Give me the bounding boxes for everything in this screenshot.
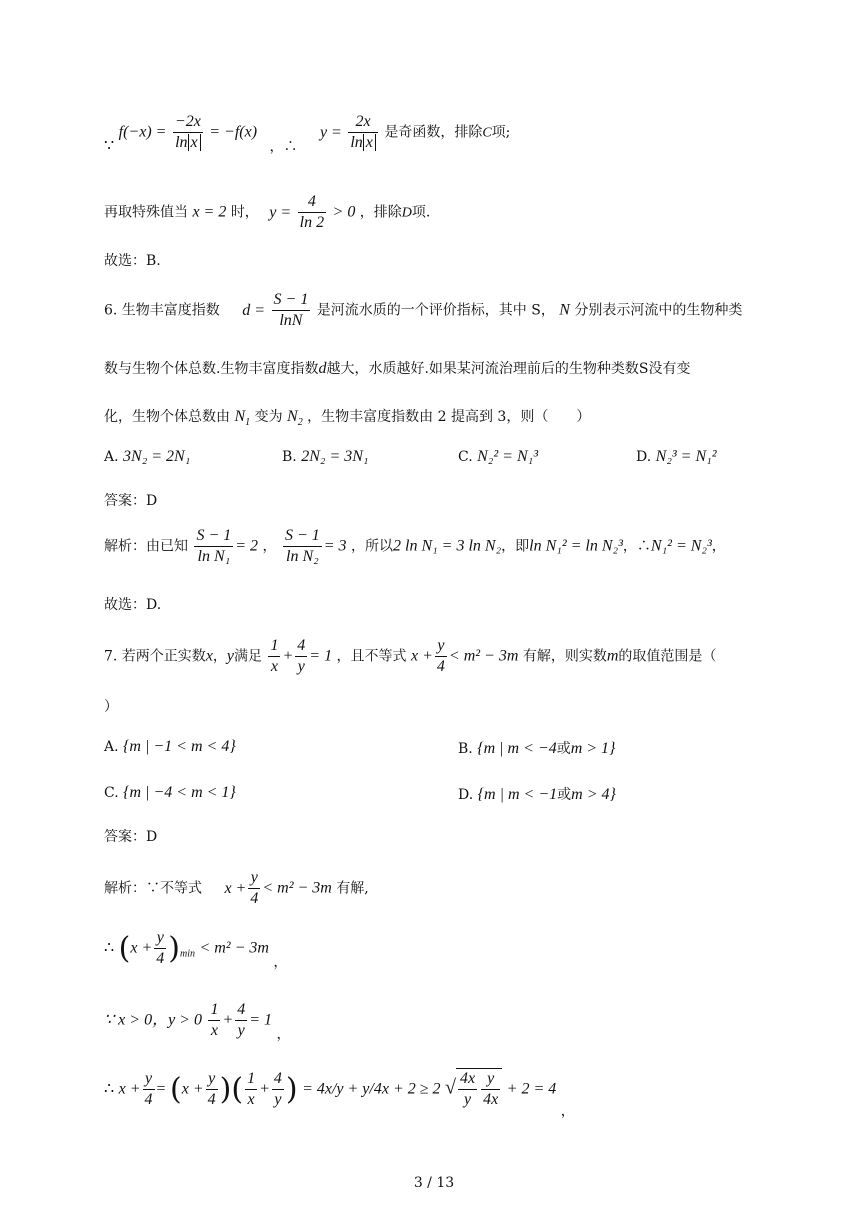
solution-7-line3: ∵ x > 0，y > 0 $\frac{1}{x}$ + $\frac{4}{y}$ = 1 ， <box>104 1001 291 1043</box>
expr-eq-neg-f: = −f(x) <box>209 123 258 141</box>
option-d-label: D <box>401 205 412 221</box>
frac-y-4: $\frac{y}{4}$ <box>436 637 445 675</box>
line-special-value <box>104 192 430 233</box>
special-value-text: 再取特殊值当 <box>104 204 188 221</box>
frac-2x: $\frac{2x}{\text{ln x}}$ <box>348 112 378 153</box>
choose-d-6: 故选：D. <box>104 597 162 613</box>
q7-option-b[interactable]: B. {m | m < −4或m > 1} <box>458 740 616 757</box>
q6-line1: 6. 生物丰富度指数 d = $\frac{S - 1}{\ln N}$ 是河流水质的一个评价指标，其中 S， N 分别表示河流中的生物种类 <box>104 291 743 329</box>
q6-n: N <box>559 301 570 319</box>
frac-1-x: $\frac{1}{x}$ <box>270 637 279 675</box>
page-number: 3 / 13 <box>413 1175 455 1191</box>
q6-option-b[interactable]: B. 2N₂ = 3N₁ <box>282 448 369 465</box>
expr-x-eq-2: x = 2 <box>192 203 227 221</box>
q6-line2: 数与生物个体总数.生物丰富度指数d越大，水质越好.如果某河流治理前后的生物种类数S没有变 <box>104 360 691 377</box>
solution-7-line1: 解析：∵不等式 x + $\frac{y}{4}$ < m² − 3m 有解, <box>104 869 369 907</box>
frac-4-ln2: $\frac{4}{\ln 2}$ <box>299 193 325 231</box>
therefore-text: ，∴ <box>269 138 298 155</box>
odd-function-text: 是奇函数，排除 <box>384 124 483 141</box>
answer-7: 答案：D <box>104 829 158 845</box>
q6-option-c[interactable]: C. N₂² = N₁³ <box>458 448 538 465</box>
q6-tail: 分别表示河流中的生物种类 <box>574 302 743 319</box>
q6-option-a[interactable]: A. 3N₂ = 2N₁ <box>104 448 191 465</box>
q7-option-a[interactable]: A. {m | −1 < m < 4} <box>104 738 236 755</box>
q6-option-d[interactable]: D. N₂³ = N₁² <box>636 448 717 465</box>
expr-y-eq-2: y = <box>269 203 292 221</box>
q6-prefix: 6. 生物丰富度指数 <box>104 302 220 319</box>
item-text-2: 项. <box>411 204 431 221</box>
expr-d-eq: d = <box>242 301 266 319</box>
frac-lnN2: $\frac{S - 1}{\text{ln N₂}}$ <box>284 527 320 565</box>
solution-7-line4: ∴ x + $\frac{y}{4}$ = (x + $\frac{y}{4}$ )( $\frac{1}{x}$ + $\frac{4}{y}$ ) = 4x/y + y/4x + 2 ≥ 2 √ $\frac{4x}{y}$ $\frac{y}{4x}$ + 2 = 4 ， <box>104 1070 575 1120</box>
expr-y-eq: y = <box>319 123 342 141</box>
because-symbol: ∵ <box>104 137 115 155</box>
exclude-text: ，排除 <box>359 204 402 221</box>
solution-7-line2: ∴ (x + $\frac{y}{4}$ )$_{min} < m^2 - 3m$ ， <box>104 929 288 971</box>
when-text: 时， <box>230 204 259 221</box>
q7-option-c[interactable]: C. {m | −4 < m < 1} <box>104 784 236 801</box>
expr-gt0: > 0 <box>332 203 356 221</box>
q6-s: S <box>531 302 541 319</box>
frac-neg2x: $\frac{-2x}{\text{ln x}}$ <box>174 113 201 151</box>
q6-N1: $N_1$ <box>234 408 251 429</box>
solution-6: 解析：由已知 $\frac{S - 1}{\text{ln N₁}}$ = 2 ， $\frac{S - 1}{\text{ln N₂}}$ = 3 ，所以2 ln N₁ = 3 ln N₂，即ln N₁² = ln N₂³，∴N₁² = N₂³， <box>104 527 726 565</box>
choose-b: 故选：B. <box>104 253 161 269</box>
q6-d: d <box>318 360 327 377</box>
expr-f-neg-x: f(−x) = <box>118 123 167 141</box>
answer-6: 答案：D <box>104 493 158 509</box>
q6-N2: $N_2$ <box>287 408 303 429</box>
q7-close: ） <box>104 699 118 715</box>
q7-option-d[interactable]: D. {m | m < −1或m > 4} <box>458 786 616 803</box>
frac-4-y: $\frac{4}{y}$ <box>297 637 306 675</box>
item-text: 项; <box>491 124 511 141</box>
q7-line1: 7. 若两个正实数x，y满足 $\frac{1}{x}$ + $\frac{4}{y}$ = 1 ，且不等式 x + $\frac{y}{4}$ < m² − 3m 有解，则实数m的取值范围是（ <box>104 637 717 675</box>
q6-after: 是河流水质的一个评价指标，其中 <box>316 302 527 319</box>
line-odd-function <box>104 112 510 156</box>
q6-line3: 化，生物个体总数由 $N_1$ 变为 $N_2$ ，生物丰富度指数由 2 提高到 3，则（ ） <box>104 408 591 429</box>
frac-lnN1: $\frac{S - 1}{\text{ln N₁}}$ <box>196 527 232 565</box>
option-c-label: C <box>482 125 492 141</box>
frac-s-lnN: $\frac{S - 1}{\ln N}$ <box>273 291 309 329</box>
